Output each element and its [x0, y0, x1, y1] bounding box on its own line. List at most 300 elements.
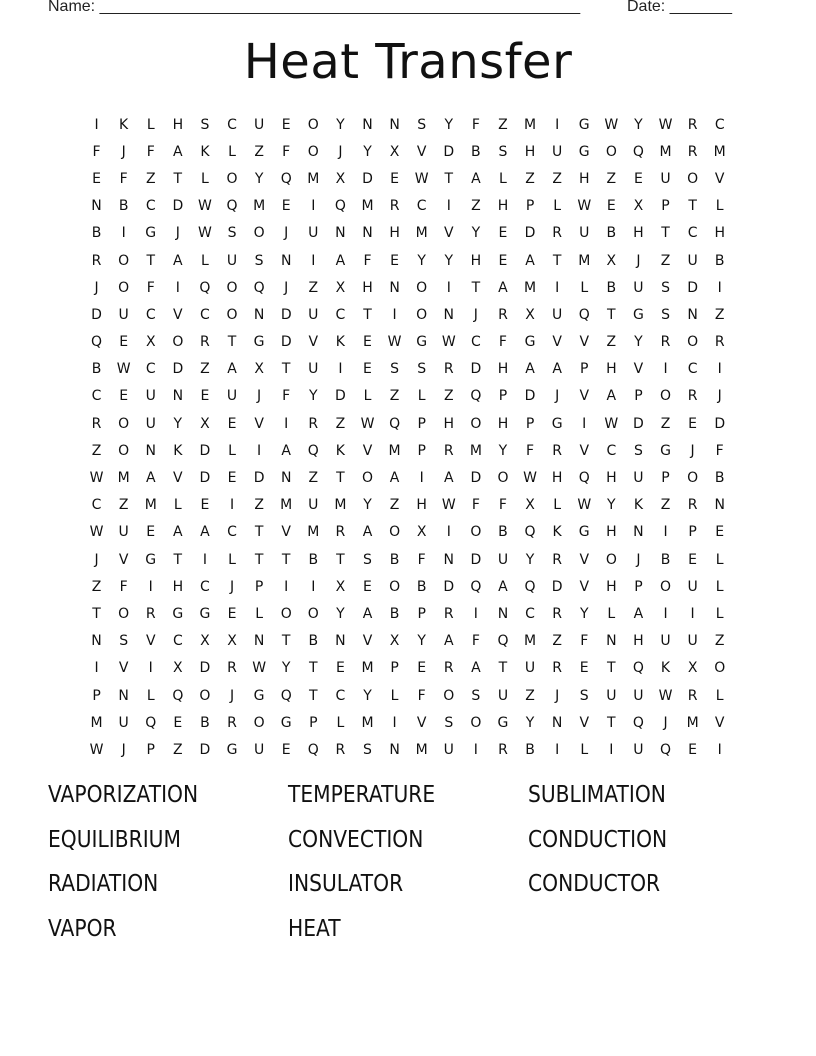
grid-letter: D [714, 415, 726, 432]
grid-letter: L [580, 741, 589, 758]
grid-letter: V [416, 714, 427, 731]
grid-letter: D [280, 306, 292, 323]
grid-letter: O [118, 605, 130, 622]
grid-letter: W [360, 415, 375, 432]
grid-letter: E [498, 252, 508, 269]
grid-letter: D [172, 198, 184, 215]
grid-letter: U [633, 741, 644, 758]
grid-letter: N [172, 388, 184, 405]
grid-letter: Z [118, 497, 129, 514]
grid-letter: V [173, 470, 183, 487]
grid-letter: M [388, 442, 401, 459]
grid-letter: W [198, 198, 212, 215]
grid-letter: K [552, 524, 562, 541]
grid-letter: F [417, 551, 426, 568]
grid-letter: R [308, 415, 319, 432]
grid-letter: I [555, 279, 560, 296]
grid-letter: J [338, 143, 343, 160]
grid-letter: L [417, 388, 426, 405]
grid-letter: A [362, 605, 373, 622]
grid-letter: T [254, 524, 264, 541]
grid-letter: B [498, 524, 508, 541]
grid-letter: Y [444, 252, 454, 269]
grid-letter: U [118, 306, 129, 323]
grid-letter: H [714, 225, 725, 242]
grid-letter: E [715, 524, 725, 541]
grid-letter: N [443, 306, 454, 323]
grid-letter: P [661, 198, 670, 215]
grid-letter: V [281, 524, 291, 541]
grid-letter: M [361, 660, 374, 677]
grid-letter: U [226, 388, 238, 405]
grid-letter: O [307, 143, 319, 160]
grid-letter: X [200, 415, 210, 432]
grid-letter: E [119, 388, 129, 405]
grid-letter: M [415, 741, 428, 758]
grid-letter: K [119, 116, 129, 133]
grid-letter: D [335, 388, 346, 405]
grid-letter: I [175, 279, 180, 296]
grid-letter: J [555, 687, 560, 704]
grid-letter: D [551, 578, 563, 595]
grid-letter: O [660, 578, 672, 595]
grid-letter: M [659, 143, 672, 160]
grid-letter: Z [606, 170, 617, 187]
grid-letter: M [117, 470, 130, 487]
grid-letter: E [200, 497, 210, 514]
grid-letter: A [389, 470, 400, 487]
grid-letter: J [257, 388, 262, 405]
grid-letter: Q [226, 198, 238, 215]
grid-letter: P [254, 578, 264, 595]
grid-letter: T [607, 306, 616, 323]
grid-letter: R [687, 497, 698, 514]
grid-letter: O [497, 470, 509, 487]
grid-letter: X [633, 198, 644, 215]
grid-letter: I [94, 116, 99, 133]
grid-letter: J [636, 551, 641, 568]
grid-letter: Q [497, 633, 509, 650]
grid-letter: E [227, 605, 237, 622]
grid-letter: O [280, 605, 292, 622]
grid-letter: I [202, 551, 207, 568]
grid-letter: T [688, 198, 697, 215]
grid-letter: L [146, 687, 155, 704]
grid-letter: F [580, 633, 589, 650]
grid-letter: R [227, 660, 237, 677]
grid-letter: T [498, 660, 508, 677]
grid-letter: R [443, 442, 454, 459]
grid-letter: Y [498, 442, 508, 459]
grid-letter: V [118, 551, 129, 568]
grid-letter: I [121, 225, 126, 242]
grid-letter: I [663, 361, 668, 378]
grid-letter: G [145, 551, 157, 568]
grid-letter: B [660, 551, 671, 568]
grid-letter: R [714, 334, 725, 351]
grid-letter: I [582, 415, 587, 432]
grid-letter: G [416, 334, 428, 351]
grid-letter: L [255, 605, 264, 622]
grid-letter: R [498, 741, 508, 758]
grid-letter: R [687, 687, 698, 704]
letter-grid [83, 111, 733, 764]
grid-letter: B [525, 741, 535, 758]
grid-letter: Z [145, 170, 156, 187]
header-line [48, 0, 768, 20]
grid-letter: N [253, 633, 265, 650]
grid-letter: E [281, 741, 291, 758]
grid-letter: X [606, 252, 617, 269]
grid-letter: J [690, 442, 695, 459]
grid-letter: M [524, 633, 537, 650]
grid-letter: L [228, 143, 236, 160]
grid-letter: I [284, 578, 289, 595]
grid-letter: I [148, 578, 153, 595]
grid-letter: V [118, 660, 129, 677]
grid-letter: U [552, 306, 563, 323]
grid-letter: V [579, 551, 590, 568]
grid-letter: T [309, 660, 318, 677]
grid-letter: Q [199, 279, 211, 296]
grid-letter: O [253, 225, 265, 242]
grid-letter: H [606, 578, 617, 595]
grid-letter: L [201, 252, 209, 269]
grid-letter: P [525, 198, 535, 215]
grid-letter: F [471, 633, 480, 650]
grid-letter: E [688, 741, 698, 758]
grid-letter: E [633, 170, 643, 187]
grid-letter: I [663, 524, 668, 541]
grid-letter: N [280, 252, 292, 269]
grid-letter: F [146, 279, 155, 296]
grid-letter: G [199, 605, 211, 622]
grid-letter: I [446, 198, 451, 215]
grid-letter: E [498, 225, 508, 242]
grid-letter: V [579, 334, 590, 351]
grid-letter: N [91, 198, 102, 215]
date-field-label: Date: _______ [627, 0, 732, 15]
grid-letter: S [363, 551, 372, 568]
grid-letter: S [363, 741, 372, 758]
grid-letter: T [92, 605, 101, 622]
grid-letter: Z [471, 198, 481, 215]
grid-letter: T [661, 225, 670, 242]
grid-letter: B [389, 605, 400, 622]
grid-letter: Y [336, 605, 345, 622]
grid-letter: E [200, 388, 210, 405]
grid-letter: E [92, 170, 101, 187]
grid-letter: E [281, 116, 291, 133]
grid-letter: H [633, 633, 644, 650]
grid-letter: I [446, 524, 451, 541]
grid-letter: Y [634, 334, 643, 351]
grid-letter: Q [307, 442, 319, 459]
grid-letter: P [417, 605, 426, 622]
grid-letter: J [663, 714, 668, 731]
grid-letter: Z [552, 633, 562, 650]
grid-letter: R [91, 252, 102, 269]
grid-letter: O [361, 470, 373, 487]
grid-letter: H [497, 415, 509, 432]
grid-letter: R [552, 660, 562, 677]
word-bank-item: CONDUCTION [528, 826, 668, 853]
grid-letter: M [307, 524, 320, 541]
grid-letter: R [335, 524, 346, 541]
grid-letter: Z [525, 170, 535, 187]
grid-letter: R [552, 605, 562, 622]
grid-letter: C [416, 198, 427, 215]
grid-letter: E [227, 470, 237, 487]
grid-letter: Y [471, 225, 481, 242]
grid-letter: U [308, 306, 319, 323]
grid-letter: I [446, 279, 451, 296]
grid-letter: V [254, 415, 264, 432]
grid-letter: X [227, 633, 237, 650]
grid-letter: R [660, 334, 671, 351]
grid-letter: I [338, 361, 343, 378]
grid-letter: V [443, 225, 454, 242]
grid-letter: U [524, 660, 536, 677]
grid-letter: D [199, 442, 211, 459]
grid-letter: Q [334, 198, 346, 215]
grid-letter: Q [524, 524, 536, 541]
grid-letter: A [145, 470, 156, 487]
grid-letter: O [118, 252, 130, 269]
grid-letter: Q [660, 741, 672, 758]
grid-letter: H [443, 415, 455, 432]
grid-letter: S [444, 714, 454, 731]
grid-letter: A [471, 660, 481, 677]
grid-letter: G [280, 714, 292, 731]
grid-letter: Y [363, 497, 372, 514]
grid-letter: I [311, 252, 316, 269]
grid-letter: K [335, 442, 345, 459]
grid-letter: G [226, 741, 238, 758]
grid-letter: A [173, 143, 183, 160]
grid-letter: S [417, 361, 427, 378]
grid-letter: K [200, 143, 210, 160]
grid-letter: A [443, 470, 454, 487]
grid-letter: H [416, 497, 427, 514]
grid-letter: I [717, 741, 722, 758]
grid-letter: P [417, 415, 426, 432]
grid-letter: O [660, 388, 672, 405]
grid-letter: Z [552, 170, 562, 187]
grid-letter: M [280, 497, 293, 514]
grid-letter: Y [281, 660, 291, 677]
grid-letter: V [714, 714, 725, 731]
grid-letter: N [335, 633, 346, 650]
grid-letter: S [254, 252, 264, 269]
grid-letter: E [363, 334, 372, 351]
grid-letter: W [252, 660, 267, 677]
grid-letter: H [578, 170, 590, 187]
grid-letter: Z [91, 578, 102, 595]
grid-letter: P [661, 470, 670, 487]
grid-letter: O [416, 279, 428, 296]
grid-letter: H [362, 279, 373, 296]
grid-letter: F [498, 334, 507, 351]
grid-letter: Z [308, 470, 319, 487]
grid-letter: O [226, 279, 238, 296]
grid-letter: O [687, 334, 699, 351]
grid-letter: Y [417, 633, 426, 650]
grid-letter: Y [525, 551, 535, 568]
grid-letter: M [90, 714, 103, 731]
grid-letter: K [335, 334, 345, 351]
grid-letter: W [89, 470, 104, 487]
grid-letter: A [227, 361, 237, 378]
grid-letter: I [717, 361, 722, 378]
grid-letter: D [470, 470, 482, 487]
grid-letter: A [281, 442, 291, 459]
grid-letter: C [335, 306, 346, 323]
word-bank-item: VAPOR [48, 915, 117, 942]
grid-letter: O [118, 415, 130, 432]
grid-letter: R [335, 741, 346, 758]
grid-letter: D [199, 741, 211, 758]
grid-letter: K [173, 442, 183, 459]
grid-letter: B [118, 198, 129, 215]
grid-letter: R [443, 605, 454, 622]
grid-letter: U [660, 170, 671, 187]
grid-letter: Z [389, 497, 400, 514]
grid-letter: T [607, 714, 616, 731]
grid-letter: Q [145, 714, 157, 731]
grid-letter: O [605, 551, 617, 568]
grid-letter: C [687, 361, 698, 378]
grid-letter: U [552, 143, 563, 160]
grid-letter: U [145, 388, 156, 405]
grid-letter: G [660, 442, 671, 459]
grid-letter: W [523, 470, 537, 487]
grid-letter: O [199, 687, 211, 704]
grid-letter: S [633, 442, 643, 459]
grid-letter: N [362, 225, 373, 242]
grid-letter: U [253, 741, 265, 758]
grid-letter: S [200, 116, 210, 133]
grid-letter: K [633, 497, 644, 514]
grid-letter: H [606, 524, 617, 541]
grid-letter: D [91, 306, 102, 323]
grid-letter: X [173, 660, 183, 677]
grid-letter: L [146, 116, 155, 133]
grid-letter: A [525, 361, 535, 378]
grid-letter: O [470, 415, 482, 432]
grid-letter: J [284, 225, 289, 242]
grid-letter: H [633, 225, 644, 242]
grid-letter: R [389, 198, 400, 215]
grid-letter: N [714, 497, 725, 514]
grid-letter: U [497, 687, 509, 704]
grid-letter: D [362, 170, 373, 187]
grid-letter: W [658, 116, 673, 133]
grid-letter: T [336, 551, 345, 568]
grid-letter: Y [336, 116, 345, 133]
grid-letter: S [498, 143, 508, 160]
grid-letter: T [254, 551, 264, 568]
grid-letter: W [414, 170, 429, 187]
grid-letter: X [254, 361, 264, 378]
grid-letter: U [687, 252, 698, 269]
grid-letter: S [661, 306, 670, 323]
grid-letter: N [389, 279, 400, 296]
grid-letter: D [633, 415, 644, 432]
grid-letter: Z [660, 415, 671, 432]
grid-letter: S [661, 279, 670, 296]
grid-letter: S [119, 633, 129, 650]
grid-letter: C [687, 225, 698, 242]
grid-letter: Z [714, 306, 725, 323]
grid-letter: O [118, 442, 130, 459]
word-bank-item: TEMPERATURE [288, 782, 436, 808]
grid-letter: M [713, 143, 726, 160]
word-bank-item: HEAT [288, 915, 341, 942]
grid-letter: V [308, 334, 319, 351]
grid-letter: Z [254, 497, 264, 514]
grid-letter: Q [91, 334, 103, 351]
grid-letter: G [578, 143, 590, 160]
grid-letter: U [118, 714, 129, 731]
grid-letter: A [606, 388, 617, 405]
grid-letter: I [148, 660, 153, 677]
grid-letter: U [687, 633, 698, 650]
grid-letter: E [688, 551, 698, 568]
grid-letter: F [119, 578, 128, 595]
grid-letter: A [498, 279, 508, 296]
grid-letter: Q [632, 143, 644, 160]
grid-letter: B [91, 225, 102, 242]
grid-letter: N [91, 633, 102, 650]
grid-letter: T [281, 551, 291, 568]
grid-letter: M [334, 497, 347, 514]
grid-letter: C [91, 388, 102, 405]
grid-letter: I [419, 470, 424, 487]
grid-letter: F [417, 687, 426, 704]
grid-letter: F [282, 143, 291, 160]
grid-letter: S [579, 687, 589, 704]
word-bank-item: SUBLIMATION [528, 782, 666, 808]
word-bank-item: EQUILIBRIUM [48, 826, 181, 853]
grid-letter: C [470, 334, 481, 351]
grid-letter: Y [444, 116, 454, 133]
grid-letter: J [175, 225, 180, 242]
grid-letter: V [173, 306, 183, 323]
grid-letter: X [687, 660, 698, 677]
grid-letter: D [199, 470, 211, 487]
grid-letter: O [389, 578, 401, 595]
grid-letter: U [633, 279, 644, 296]
grid-letter: A [498, 578, 508, 595]
grid-letter: U [497, 551, 509, 568]
grid-letter: N [389, 116, 400, 133]
grid-letter: M [524, 279, 537, 296]
grid-letter: E [146, 524, 156, 541]
grid-letter: G [172, 605, 184, 622]
grid-letter: O [226, 170, 238, 187]
grid-letter: X [335, 279, 346, 296]
grid-letter: O [714, 660, 726, 677]
grid-letter: T [281, 633, 291, 650]
grid-letter: H [551, 470, 563, 487]
grid-letter: I [392, 306, 397, 323]
grid-letter: V [633, 361, 644, 378]
grid-letter: O [226, 306, 238, 323]
grid-letter: E [688, 415, 698, 432]
grid-letter: X [389, 143, 400, 160]
grid-letter: W [604, 116, 619, 133]
